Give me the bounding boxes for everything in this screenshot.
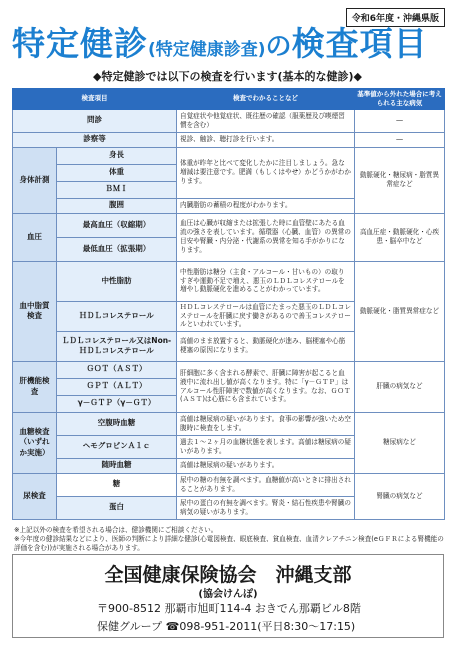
row-item: 腹囲 — [57, 198, 177, 213]
page-subtitle: ◆特定健診では以下の検査を行います(基本的な健診)◆ — [93, 70, 362, 83]
row-item: ヘモグロビンＡ１ｃ — [57, 435, 177, 458]
page-title — [12, 18, 444, 64]
table-header-row — [13, 89, 445, 110]
row-description: 高値は糖尿病の疑いがあります。 — [177, 458, 355, 473]
edition-badge: 令和6年度・沖縄県版 — [346, 8, 445, 27]
row-item: 糖 — [57, 473, 177, 496]
table-row — [13, 473, 445, 496]
row-condition: 肝臓の病気など — [355, 361, 445, 412]
row-description: ＨＤＬコレステロールは血管にたまった悪玉のＬＤＬコレステロールを肝臓に戻す働きがあるので善玉コレステロールといわれています。 — [177, 301, 355, 331]
row-description: 体重が昨年と比べて変化したかに注目しましょう。急な増減は要注意です。肥満（もしくはやせ）かどうかがわかります。 — [177, 147, 355, 198]
row-condition: 高血圧症・動脈硬化・心疾患・脳卒中など — [355, 213, 445, 261]
row-description: 高値のまま放置すると、動脈硬化が進み、脳梗塞や心筋梗塞の原因になります。 — [177, 331, 355, 361]
organization-nickname: (協会けんぽ) — [198, 589, 258, 600]
category-blood-glucose: 血糖検査（いずれか実施） — [13, 412, 57, 473]
row-description: 尿中の蛋白の有無を調べます。腎炎・結石性疾患や腎臓の病気の疑いがあります。 — [177, 496, 355, 519]
table-row — [13, 132, 445, 147]
footnote: ※今年度の健診結果などにより、医師の判断により詳細な健診(心電図検査、眼底検査、貧血検査、血清クレアチニン検査(eＧＦＲによる腎機能の評価を含む))が実施される場合があります。 — [14, 535, 444, 553]
row-item: 中性脂肪 — [57, 261, 177, 301]
row-description: 肝細胞に多く含まれる酵素で、肝臓に障害が起こると血液中に流れ出し値が高くなります。特に「γ－ＧＴＰ」はアルコール性肝障害で数値が高くなります。なお、ＧＯＴ(ＡＳＴ)は心筋にも含まれています。 — [177, 361, 355, 412]
row-condition: ― — [355, 109, 445, 132]
row-item: 体重 — [57, 164, 177, 181]
column-header-description: 検査でわかることなど — [177, 89, 355, 110]
row-description: 中性脂肪は糖分（主食・アルコール・甘いもの）の取りすぎや運動不足で増え、悪玉のＬＤＬコレステロールを増やし動脈硬化を進めることがわかっています。 — [177, 261, 355, 301]
row-description: 高値は糖尿病の疑いがあります。食事の影響が強いため空腹時に検査をします。 — [177, 412, 355, 435]
table-row — [13, 412, 445, 435]
row-description: 血圧は心臓が収縮または拡張した時に血管壁にあたる血流の強さを表しています。循環器（心臓、血管）の異常の目安や腎臓・内分泌・代謝系の異常を知る手がかりになります。 — [177, 213, 355, 261]
title-paren: (特定健康診査) — [148, 40, 266, 60]
table-row — [13, 109, 445, 132]
category-urine: 尿検査 — [13, 473, 57, 519]
exam-items-sheet — [8, 6, 447, 640]
row-item: 随時血糖 — [57, 458, 177, 473]
row-condition: ― — [355, 132, 445, 147]
row-item: ＬＤＬコレステロール又はNon-ＨＤＬコレステロール — [57, 331, 177, 361]
row-condition: 腎臓の病気など — [355, 473, 445, 519]
row-item: 空腹時血糖 — [57, 412, 177, 435]
footnotes — [14, 526, 446, 554]
row-description: 自覚症状や他覚症状、既往歴の確認（服薬歴及び喫煙習慣を含む） — [177, 109, 355, 132]
row-condition: 動脈硬化・糖尿病・脂質異常症など — [355, 147, 445, 213]
organization-box — [12, 554, 444, 638]
category-blood-lipids: 血中脂質検査 — [13, 261, 57, 361]
row-description: 尿中の糖の有無を調べます。血糖値が高いときに排出されることがあります。 — [177, 473, 355, 496]
category-body-measurement: 身体計測 — [13, 147, 57, 213]
table-row — [13, 147, 445, 164]
row-condition: 糖尿病など — [355, 412, 445, 473]
row-description: 視診、触診、聴打診を行います。 — [177, 132, 355, 147]
title-connector: の — [265, 32, 292, 62]
organization-address: 〒900-8512 那覇市旭町114-4 おきでん那覇ビル8階 — [97, 602, 361, 615]
row-item: 最低血圧（拡張期） — [57, 237, 177, 261]
title-main: 特定健診 — [12, 24, 148, 63]
organization-name: 全国健康保険協会 沖縄支部 — [104, 564, 352, 586]
row-item: 最高血圧（収縮期） — [57, 213, 177, 237]
row-item: 問診 — [13, 109, 177, 132]
exam-items-table — [12, 88, 445, 520]
category-blood-pressure: 血圧 — [13, 213, 57, 261]
category-liver-function: 肝機能検査 — [13, 361, 57, 412]
footnote: ※上記以外の検査を希望される場合は、健診機関にご相談ください。 — [14, 526, 218, 534]
row-description: 内臓脂肪の蓄積の程度がわかります。 — [177, 198, 355, 213]
row-description: 過去１～２ヶ月の血糖状態を表します。高値は糖尿病の疑いがあります。 — [177, 435, 355, 458]
table-row — [13, 361, 445, 378]
row-item: 蛋白 — [57, 496, 177, 519]
title-tail: 検査項目 — [291, 24, 428, 63]
row-item: ＧＰＴ（ＡＬＴ） — [57, 378, 177, 395]
row-item: ＨＤＬコレステロール — [57, 301, 177, 331]
table-row — [13, 213, 445, 237]
row-item: γ－ＧＴＰ（γ－ＧＴ） — [57, 395, 177, 412]
column-header-condition: 基準値から外れた場合に考えられる主な病気 — [355, 89, 445, 110]
column-header-item: 検査項目 — [13, 89, 177, 110]
row-condition: 動脈硬化・脂質異常症など — [355, 261, 445, 361]
table-row — [13, 261, 445, 301]
organization-phone: 保健グループ ☎098-951-2011(平日8:30～17:15) — [97, 620, 356, 633]
row-item: ＢＭＩ — [57, 181, 177, 198]
row-item: 身長 — [57, 147, 177, 164]
row-item: ＧＯＴ（ＡＳＴ） — [57, 361, 177, 378]
row-item: 診察等 — [13, 132, 177, 147]
